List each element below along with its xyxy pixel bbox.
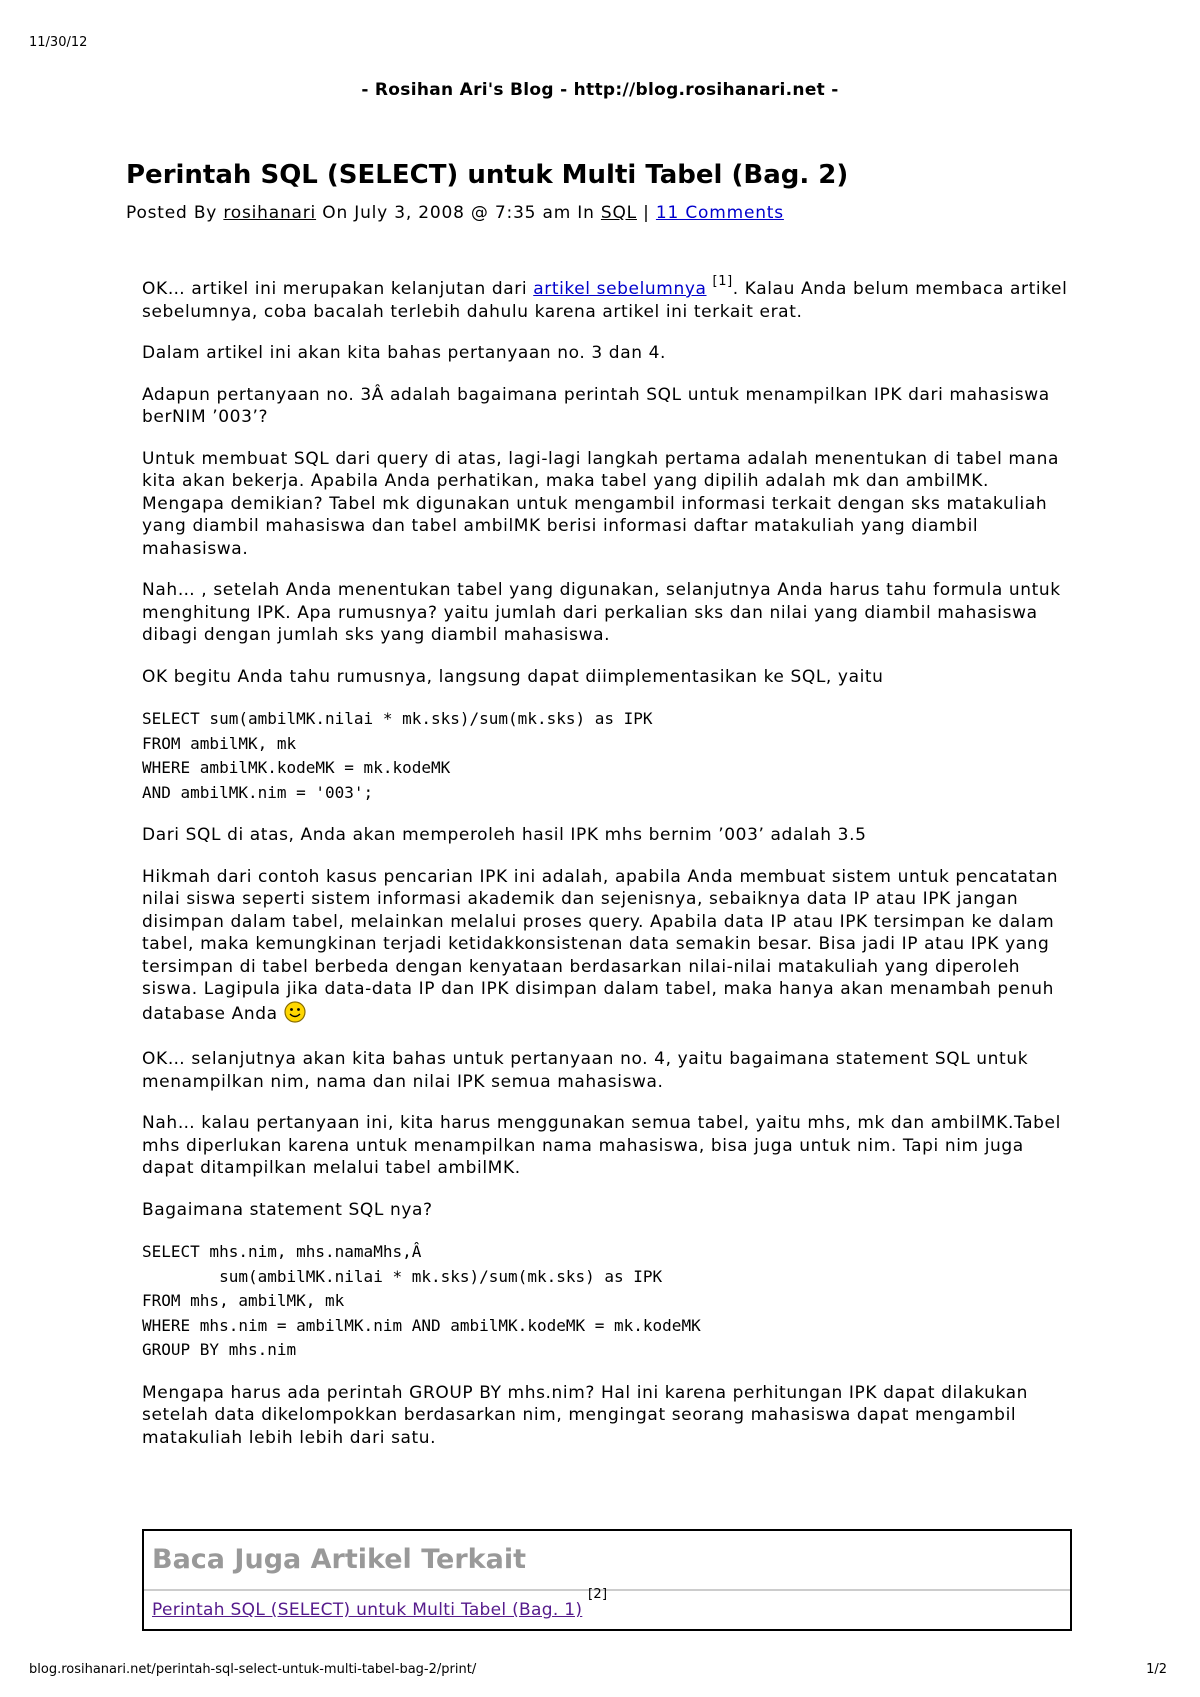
page-number: 1/2: [1146, 1662, 1167, 1677]
sql-code-block-2: SELECT mhs.nim, mhs.namaMhs,Â sum(ambilMK.nilai * mk.sks)/sum(mk.sks) as IPK FROM mhs, ambilMK, mk WHERE mhs.nim = ambilMK.nim AND ambilMK.kodeMK = mk.kodeMK GROUP BY mhs.nim: [142, 1242, 701, 1359]
page-title: Perintah SQL (SELECT) untuk Multi Tabel (Bag. 2): [126, 160, 849, 190]
posted-by-label: Posted By: [126, 203, 218, 223]
paragraph-2: Dalam artikel ini akan kita bahas pertanyaan no. 3 dan 4.: [142, 343, 667, 363]
paragraph-10: Nah… kalau pertanyaan ini, kita harus menggunakan semua tabel, yaitu mhs, mk dan ambilMK.Tabel mhs diperlukan karena untuk menampilkan nama mahasiswa, bisa juga untuk nim. Tapi nim juga dapat ditampilkan melalui tabel ambilMK.: [142, 1113, 1061, 1178]
paragraph-7: Dari SQL di atas, Anda akan memperoleh hasil IPK mhs bernim ’003’ adalah 3.5: [142, 825, 867, 845]
print-date: 11/30/12: [29, 35, 88, 50]
smiley-icon: [284, 1001, 306, 1030]
post-meta: [126, 203, 784, 223]
related-article-link[interactable]: Perintah SQL (SELECT) untuk Multi Tabel (Bag. 1): [152, 1600, 583, 1620]
blog-header: - Rosihan Ari's Blog - http://blog.rosihanari.net -: [361, 80, 839, 100]
previous-article-link[interactable]: artikel sebelumnya: [533, 279, 707, 299]
paragraph-8: Hikmah dari contoh kasus pencarian IPK ini adalah, apabila Anda membuat sistem untuk pencatatan nilai siswa seperti sistem informasi akademik dan sejenisnya, sebaiknya data IP atau IPK jangan disimpan dalam tabel, melainkan melalui proses query. Apabila data IP atau IPK tersimpan ke dalam tabel, maka kemungkinan terjadi ketidakkonsistenan data semakin besar. Bisa jadi IP atau IPK yang tersimpan di tabel berbeda dengan kenyataan berdasarkan nilai-nilai matakuliah yang diperoleh siswa. Lagipula jika data-data IP dan IPK disimpan dalam tabel, maka hanya akan menambah penuh database Anda: [142, 866, 1072, 1030]
comments-link[interactable]: 11 Comments: [655, 203, 784, 223]
paragraph-5: Nah… , setelah Anda menentukan tabel yang digunakan, selanjutnya Anda harus tahu formula untuk menghitung IPK. Apa rumusnya? yaitu jumlah dari perkalian sks dan nilai yang diambil mahasiswa dibagi dengan jumlah sks yang diambil mahasiswa.: [142, 580, 1061, 645]
paragraph-9: OK… selanjutnya akan kita bahas untuk pertanyaan no. 4, yaitu bagaimana statement SQL untuk menampilkan nim, nama dan nilai IPK semua mahasiswa.: [142, 1049, 1029, 1092]
footer-url: blog.rosihanari.net/perintah-sql-select-untuk-multi-tabel-bag-2/print/: [29, 1662, 477, 1677]
related-articles-box: [142, 1529, 1072, 1631]
paragraph-6: OK begitu Anda tahu rumusnya, langsung dapat diimplementasikan ke SQL, yaitu: [142, 666, 884, 687]
article-content: [142, 274, 1072, 1468]
paragraph-3: Adapun pertanyaan no. 3Â adalah bagaimana perintah SQL untuk menampilkan IPK dari mahasiswa berNIM ’003’?: [142, 384, 1050, 427]
post-date: On July 3, 2008 @ 7:35 am In: [322, 203, 595, 223]
paragraph-4: Untuk membuat SQL dari query di atas, lagi-lagi langkah pertama adalah menentukan di tabel mana kita akan bekerja. Apabila Anda perhatikan, maka tabel yang dipilih adalah mk dan ambilMK. Mengapa demikian? Tabel mk digunakan untuk mengambil informasi terkait dengan sks matakuliah yang diambil mahasiswa dan tabel ambilMK berisi informasi daftar matakuliah yang diambil mahasiswa.: [142, 448, 1059, 559]
related-articles-heading: Baca Juga Artikel Terkait: [152, 1544, 527, 1575]
paragraph-11: Bagaimana statement SQL nya?: [142, 1199, 433, 1220]
paragraph-1: OK… artikel ini merupakan kelanjutan dari artikel sebelumnya [1]. Kalau Anda belum membaca artikel sebelumnya, coba bacalah terlebih dahulu karena artikel ini terkait erat.: [142, 274, 1068, 322]
author-link[interactable]: rosihanari: [223, 203, 317, 223]
meta-separator: |: [643, 203, 650, 223]
sql-code-block-1: SELECT sum(ambilMK.nilai * mk.sks)/sum(mk.sks) as IPK FROM ambilMK, mk WHERE ambilMK.kodeMK = mk.kodeMK AND ambilMK.nim = '003';: [142, 709, 653, 802]
category-link[interactable]: SQL: [600, 203, 637, 223]
paragraph-12: Mengapa harus ada perintah GROUP BY mhs.nim? Hal ini karena perhitungan IPK dapat dilakukan setelah data dikelompokkan berdasarkan nim, mengingat seorang mahasiswa dapat mengambil matakuliah lebih lebih dari satu.: [142, 1382, 1029, 1448]
footnote-ref-2: [2]: [588, 1587, 608, 1602]
footnote-ref-1: [1]: [712, 274, 733, 289]
